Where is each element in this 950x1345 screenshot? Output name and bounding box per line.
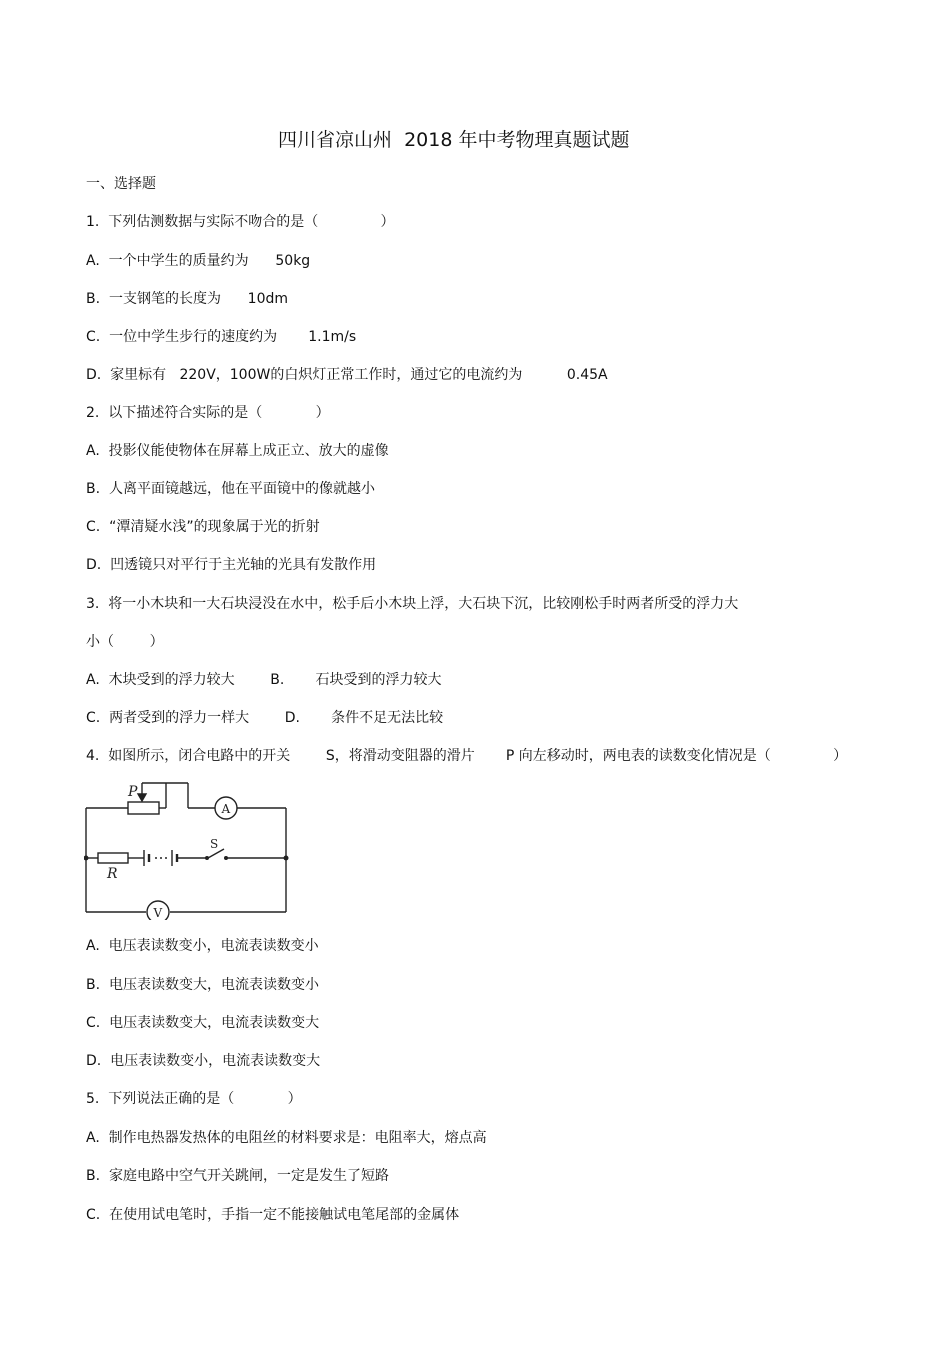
question-1-option-b: B. 一支钢笔的长度为 10dm [86,291,288,307]
question-4-option-a: A. 电压表读数变小，电流表读数变小 [86,938,319,954]
question-2-option-d: D. 凹透镜只对平行于主光轴的光具有发散作用 [86,557,377,573]
label-a: A [221,802,231,816]
rheostat [128,802,159,814]
question-5-option-c: C. 在使用试电笔时，手指一定不能接触试电笔尾部的金属体 [86,1207,460,1223]
junction-dot [284,856,289,861]
question-4-option-b: B. 电压表读数变大，电流表读数变小 [86,977,319,993]
question-5-stem: 5. 下列说法正确的是（ ） [86,1091,302,1107]
question-1-option-c: C. 一位中学生步行的速度约为 1.1m/s [86,329,357,345]
question-3-stem: 3. 将一小木块和一大石块浸没在水中，松手后小木块上浮，大石块下沉，比较刚松手时两者所受的浮力大 [86,596,739,612]
slider-arrow-icon [138,794,146,801]
question-4-stem: 4. 如图所示，闭合电路中的开关 S，将滑动变阻器的滑片 P 向左移动时，两电表的读数变化情况是（ ） [86,748,848,764]
question-2-stem: 2. 以下描述符合实际的是（ ） [86,405,330,421]
label-v: V [153,906,163,920]
question-4-option-d: D. 电压表读数变小，电流表读数变大 [86,1053,321,1069]
question-3-options-cd: C. 两者受到的浮力一样大 D. 条件不足无法比较 [86,710,444,726]
circuit-diagram [84,780,294,920]
label-s: S [210,837,219,851]
label-r: R [107,866,118,882]
page-title: 四川省凉山州 2018 年中考物理真题试题 [278,129,630,151]
question-5-option-b: B. 家庭电路中空气开关跳闸，一定是发生了短路 [86,1168,389,1184]
junction-dot [84,856,89,861]
question-1-stem: 1. 下列估测数据与实际不吻合的是（ ） [86,214,395,230]
question-3-stem-continued: 小（ ） [86,634,164,650]
resistor-r [98,853,128,863]
question-2-option-b: B. 人离平面镜越远，他在平面镜中的像就越小 [86,481,375,497]
question-2-option-c: C. “潭清疑水浅”的现象属于光的折射 [86,519,320,535]
question-3-options-ab: A. 木块受到的浮力较大 B. 石块受到的浮力较大 [86,672,442,688]
label-p: P [128,784,138,800]
question-1-option-a: A. 一个中学生的质量约为 50kg [86,253,311,269]
section-heading: 一、选择题 [86,176,156,192]
question-5-option-a: A. 制作电热器发热体的电阻丝的材料要求是：电阻率大，熔点高 [86,1130,487,1146]
question-1-option-d: D. 家里标有 220V，100W的白炽灯正常工作时，通过它的电流约为 0.45A [86,367,608,383]
question-2-option-a: A. 投影仪能使物体在屏幕上成正立、放大的虚像 [86,443,389,459]
question-4-option-c: C. 电压表读数变大，电流表读数变大 [86,1015,320,1031]
